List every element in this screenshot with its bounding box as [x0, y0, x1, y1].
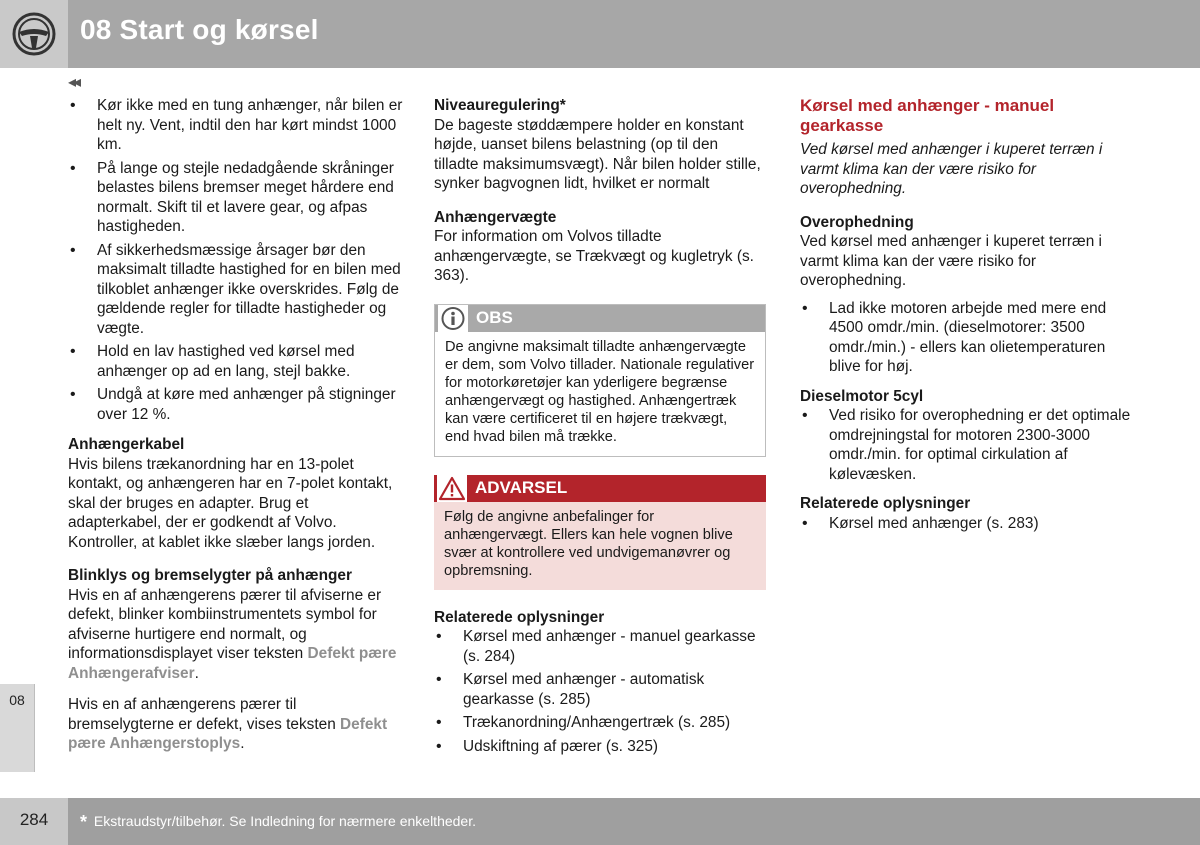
- list-item: • Kør ikke med en tung anhænger, når bilen er helt ny. Vent, indtil den har kørt mindst 1000 km.: [68, 96, 403, 155]
- level-control-text: De bageste støddæmpere holder en konstant højde, uanset bilens belastning (op til den tilladte maksimumsvægt). Når bilen holder stille, synker bagvognen lidt, hvilket er normalt: [434, 116, 761, 192]
- page-footer: [0, 798, 1200, 845]
- chapter-side-tab-label: 08: [9, 692, 25, 708]
- trailer-weights-heading: Anhængervægte: [434, 208, 557, 226]
- warning-box: [434, 475, 766, 590]
- sentence-end: .: [240, 735, 245, 752]
- related-link[interactable]: • Kørsel med anhænger (s. 283): [800, 514, 1135, 534]
- note-box-label: OBS: [476, 307, 513, 327]
- footnote-star: *: [80, 812, 88, 832]
- indicator-lights-text: [68, 586, 403, 684]
- note-box-text: De angivne maksimalt tilladte anhængervægte er dem, som Volvo tillader. Nationale regulativer for motorkøretøjer kan yderligere begrænse anhængervægt og hastighed. Anhængertræk kan være certificeret til en højere trækvægt, end hvad bilen må trække.: [445, 338, 755, 445]
- chapter-title: 08 Start og kørsel: [80, 14, 319, 45]
- related-info-list-2: [800, 514, 1135, 534]
- trailer-cable-heading: Anhængerkabel: [68, 436, 185, 453]
- related-info-heading: Relaterede oplysninger: [434, 608, 605, 626]
- column-3: [800, 96, 1135, 537]
- footnote-text: Ekstraudstyr/tilbehør. Se Indledning for nærmere enkeltheder.: [93, 813, 476, 829]
- list-item: • På lange og stejle nedadgående skråninger belastes bilens bremser meget hårdere end normalt. Skift til et lavere gear, og afpas hastigheden.: [68, 159, 403, 237]
- note-box-header: [435, 305, 765, 332]
- page-number-box: [0, 798, 68, 845]
- level-control-heading: Niveauregulering*: [434, 97, 566, 114]
- info-icon: [438, 305, 468, 332]
- list-item: • Lad ikke motoren arbejde med mere end 4500 omdr./min. (dieselmotorer: 3500 omdr./min.) - ellers kan olietemperaturen blive for høj.: [800, 299, 1135, 377]
- brake-lights-text: [68, 695, 403, 754]
- chapter-side-tab[interactable]: [0, 684, 35, 772]
- sentence-end: .: [194, 664, 199, 682]
- indicator-text: Hvis en af anhængerens pærer til afviserne er defekt, blinker kombiinstrumentets symbol for afviserne hurtigere end normalt, og informationsdisplayet viser teksten: [68, 586, 382, 662]
- page-header: [0, 0, 1200, 68]
- warning-triangle-icon: [437, 475, 467, 502]
- overheating-heading: Overophedning: [800, 213, 914, 231]
- warning-box-header: [434, 475, 766, 502]
- section-intro: Ved kørsel med anhænger i kuperet terræn i varmt klima kan der være risiko for overophedning.: [800, 141, 1103, 197]
- related-link[interactable]: • Kørsel med anhænger - automatisk gearkasse (s. 285): [434, 670, 766, 709]
- chapter-icon-box: [0, 0, 68, 68]
- warning-box-label: ADVARSEL: [475, 477, 568, 497]
- note-box: [434, 304, 766, 457]
- display-message-indicator: Defekt pære Anhængerafviser: [68, 645, 397, 682]
- column-2: [434, 96, 766, 760]
- related-info-list: [434, 627, 766, 756]
- related-link[interactable]: • Trækanordning/Anhængertræk (s. 285): [434, 713, 766, 733]
- list-item: • Hold en lav hastighed ved kørsel med anhænger op ad en lang, stejl bakke.: [68, 342, 403, 381]
- trailer-cable-text: Hvis bilens trækanordning har en 13-polet kontakt, og anhængeren har en 7-polet kontakt, skal der bruges en adapter. Brug et adapterkabel, der er godkendt af Volvo. Kontroller, at kablet ikke slæber langs jorden.: [68, 455, 393, 551]
- section-title: Kørsel med anhænger - manuel gearkasse: [800, 96, 1055, 135]
- page-number: 284: [19, 810, 49, 829]
- trailer-weights-text: For information om Volvos tilladte anhængervægte, se Trækvægt og kugletryk (s. 363).: [434, 228, 754, 284]
- trailer-driving-bullets: [68, 96, 403, 424]
- list-item: • Undgå at køre med anhænger på stigninger over 12 %.: [68, 385, 403, 424]
- warning-box-text: Følg de angivne anbefalinger for anhængervægt. Ellers kan hele vognen blive svær at kontrollere ved undvigemanøvrer og opbremsning.: [434, 502, 766, 590]
- steering-wheel-icon: [12, 12, 56, 56]
- diesel-bullets: [800, 406, 1135, 484]
- footnote: [80, 812, 476, 833]
- column-1: [68, 96, 403, 754]
- display-message-brake: Defekt pære Anhængerstoplys: [68, 715, 388, 752]
- overheating-text: Ved kørsel med anhænger i kuperet terræn i varmt klima kan der være risiko for overophedning.: [800, 233, 1102, 289]
- list-item: • Ved risiko for overophedning er det optimale omdrejningstal for motoren 2300-3000 omdr./min. for optimal cirkulation af kølevæsken.: [800, 406, 1135, 484]
- list-item: • Af sikkerhedsmæssige årsager bør den maksimalt tilladte hastighed for en bilen med tilkoblet anhænger ikke overskrides. Følg de gældende regler for tilladte hastigheder og vægte.: [68, 241, 403, 339]
- diesel-heading: Dieselmotor 5cyl: [800, 387, 924, 405]
- back-arrows-icon[interactable]: ◂◂: [68, 74, 79, 91]
- related-link[interactable]: • Kørsel med anhænger - manuel gearkasse (s. 284): [434, 627, 766, 666]
- related-info-heading-2: Relaterede oplysninger: [800, 495, 971, 512]
- brake-text: Hvis en af anhængerens pærer til bremselygterne er defekt, vises teksten: [68, 696, 336, 733]
- overheating-bullets: [800, 299, 1135, 377]
- indicator-lights-heading: Blinklys og bremselygter på anhænger: [68, 567, 352, 584]
- related-link[interactable]: • Udskiftning af pærer (s. 325): [434, 737, 766, 757]
